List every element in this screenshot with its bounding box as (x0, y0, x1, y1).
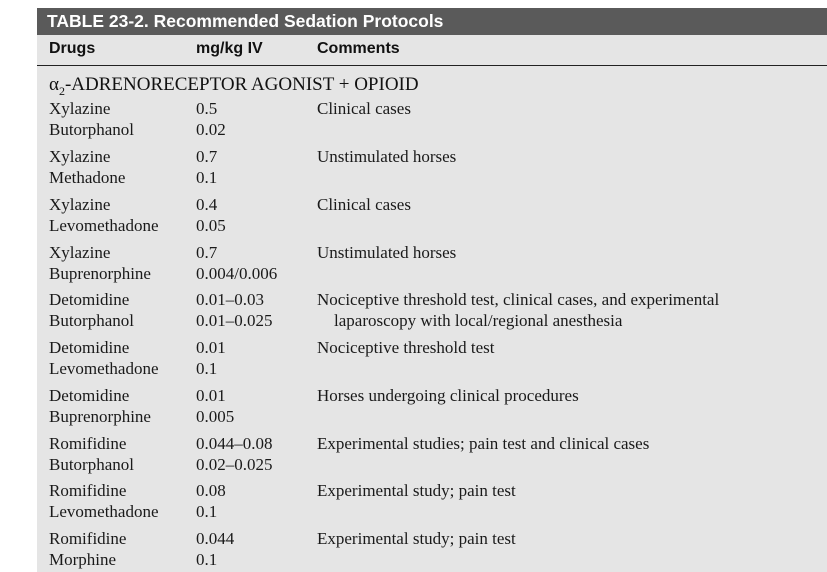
table-title: TABLE 23-2. Recommended Sedation Protocols (37, 8, 827, 35)
drug-name: Romifidine (49, 481, 127, 500)
drug-name: Morphine (49, 550, 117, 569)
table-row (37, 480, 827, 524)
table-row (37, 242, 827, 286)
comment-text: Unstimulated horses (317, 243, 457, 262)
comment-text: laparoscopy with local/regional anesthesia (334, 311, 623, 330)
table-row (37, 337, 827, 381)
dose-value: 0.05 (196, 216, 226, 235)
table-row (37, 433, 827, 477)
comment-text: Clinical cases (317, 99, 411, 118)
dose-value: 0.005 (196, 407, 235, 426)
table-row (37, 98, 827, 142)
header-drugs: Drugs (49, 40, 96, 57)
section-heading: $\alpha_2$-ADRENORECEPTOR AGONIST + OPIOID (49, 74, 419, 98)
dose-value: 0.1 (196, 550, 218, 569)
drug-name: Detomidine (49, 386, 130, 405)
dose-value: 0.08 (196, 481, 226, 500)
column-header-row (37, 35, 827, 66)
header-comments: Comments (317, 40, 400, 57)
dose-value: 0.01 (196, 338, 226, 357)
drug-name: Butorphanol (49, 120, 134, 139)
dose-value: 0.044–0.08 (196, 434, 273, 453)
drug-name: Romifidine (49, 529, 127, 548)
dose-value: 0.1 (196, 359, 218, 378)
drug-name: Butorphanol (49, 455, 134, 474)
table-row (37, 146, 827, 190)
table-row (37, 194, 827, 238)
comment-text: Nociceptive threshold test (317, 338, 495, 357)
comment-text: Experimental study; pain test (317, 481, 516, 500)
drug-name: Buprenorphine (49, 407, 151, 426)
comment-text: Nociceptive threshold test, clinical cases, and experimental (317, 290, 720, 309)
drug-name: Methadone (49, 168, 126, 187)
dose-value: 0.044 (196, 529, 235, 548)
comment-text: Unstimulated horses (317, 147, 457, 166)
dose-value: 0.5 (196, 99, 218, 118)
drug-name: Xylazine (49, 99, 111, 118)
dose-value: 0.7 (196, 243, 218, 262)
dose-value: 0.7 (196, 147, 218, 166)
drug-name: Xylazine (49, 195, 111, 214)
dose-value: 0.02 (196, 120, 226, 139)
dose-value: 0.4 (196, 195, 218, 214)
table-row (37, 385, 827, 429)
drug-name: Levomethadone (49, 359, 159, 378)
header-dose: mg/kg IV (196, 40, 263, 57)
comment-text: Experimental study; pain test (317, 529, 516, 548)
comment-text: Horses undergoing clinical procedures (317, 386, 579, 405)
dose-value: 0.02–0.025 (196, 455, 273, 474)
drug-name: Levomethadone (49, 216, 159, 235)
table-row (37, 528, 827, 572)
drug-name: Levomethadone (49, 502, 159, 521)
drug-name: Detomidine (49, 338, 130, 357)
drug-name: Xylazine (49, 147, 111, 166)
dose-value: 0.01–0.025 (196, 311, 273, 330)
drug-name: Detomidine (49, 290, 130, 309)
comment-text: Clinical cases (317, 195, 411, 214)
dose-value: 0.1 (196, 502, 218, 521)
dose-value: 0.01 (196, 386, 226, 405)
comment-text: Experimental studies; pain test and clinical cases (317, 434, 650, 453)
dose-value: 0.004/0.006 (196, 264, 278, 283)
sedation-protocols-table (37, 8, 827, 572)
table-row (37, 289, 827, 333)
drug-name: Xylazine (49, 243, 111, 262)
drug-name: Buprenorphine (49, 264, 151, 283)
dose-value: 0.1 (196, 168, 218, 187)
dose-value: 0.01–0.03 (196, 290, 264, 309)
drug-name: Butorphanol (49, 311, 134, 330)
drug-name: Romifidine (49, 434, 127, 453)
